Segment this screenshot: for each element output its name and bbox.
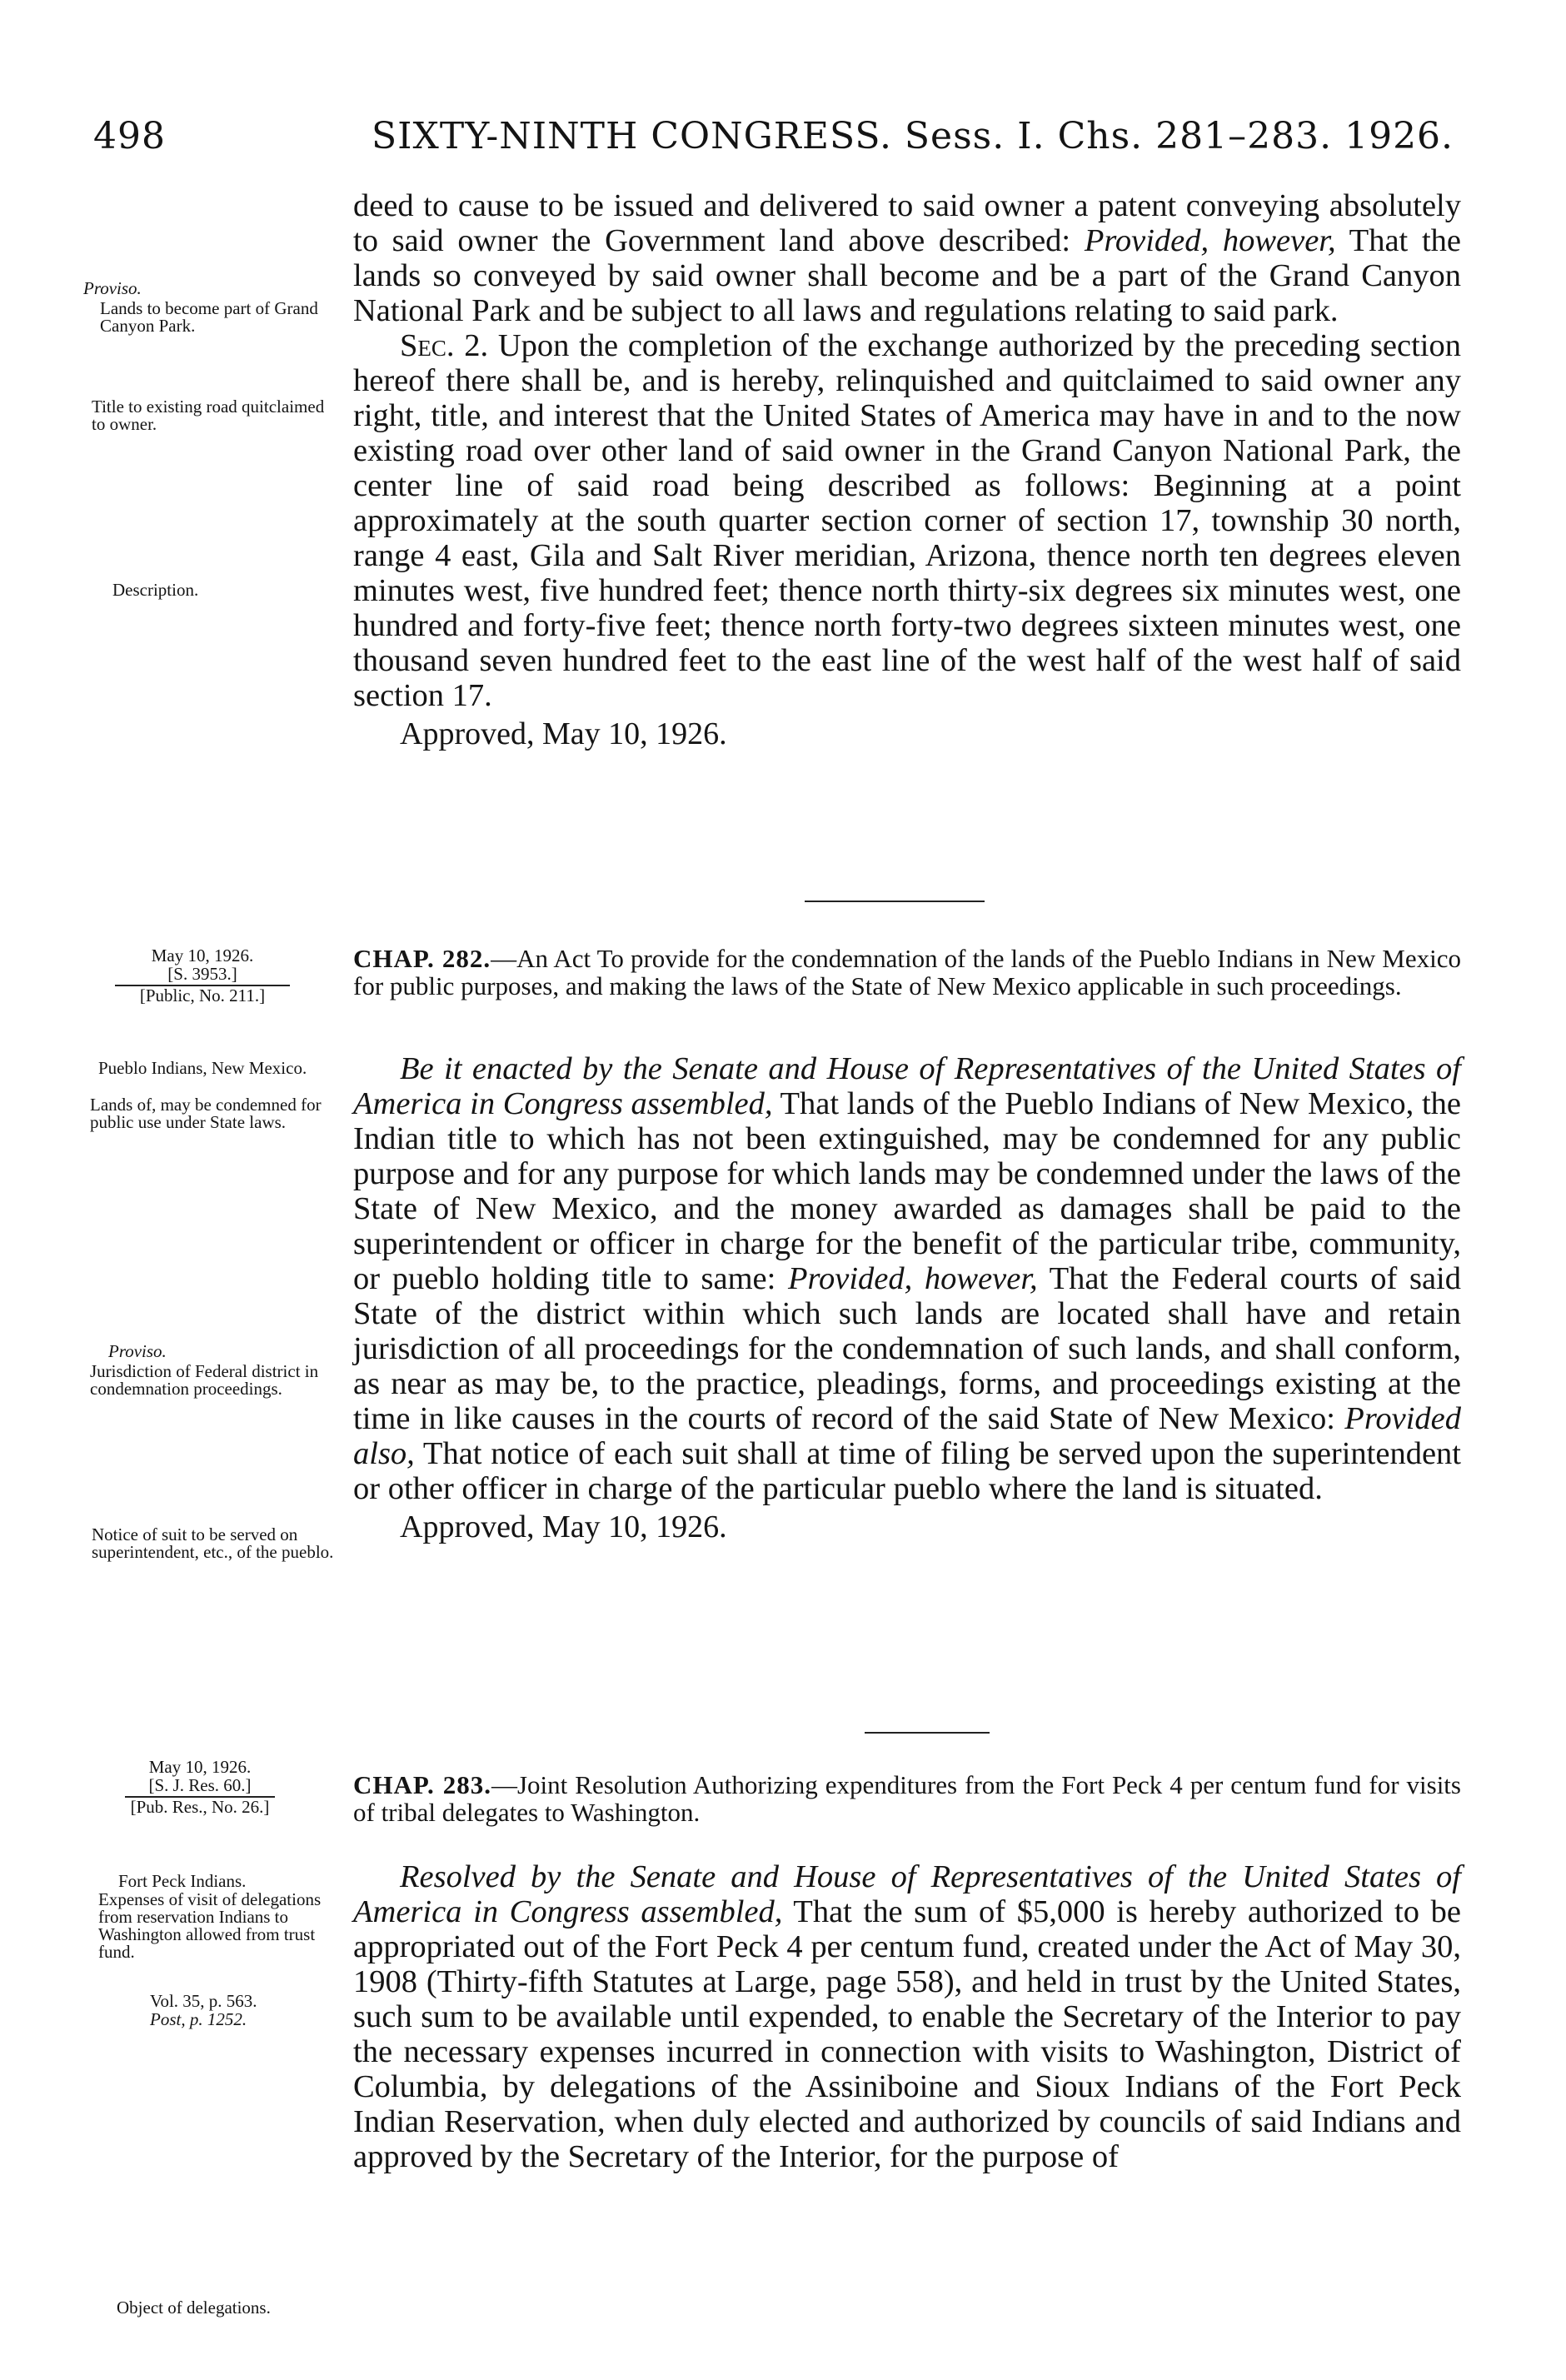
ch282-date: May 10, 1926. <box>151 946 254 965</box>
margin-note-notice: Notice of suit to be served on superintendent, etc., of the pueblo. <box>92 1524 334 1562</box>
margin-note-proviso-281: Proviso. <box>83 278 142 298</box>
margin-note-post: Post, p. 1252. <box>150 2009 247 2029</box>
chapter-281-text <box>353 188 1461 751</box>
running-title: SIXTY-NINTH CONGRESS. Sess. I. Chs. 281–283. 1926. <box>372 115 1454 157</box>
chapter-282-text <box>353 1051 1461 1544</box>
ch281-sec2-text: Upon the completion of the exchange authorized by the preceding section hereof there shall be, and is hereby, relinquished and quitclaimed to said owner any right, title, and interest that the United States of America may have in and to the now existing road over other land of said owner in the Grand Canyon National Park, the center line of said road being described as follows: Beginning at a point approximately at the south quarter section corner of section 17, township 30 north, range 4 east, Gila and Salt River meridian, Arizona, thence north ten degrees eleven minutes west, five hundred feet; thence north thirty-six degrees six minutes west, one hundred and forty-five feet; thence north forty-two degrees sixteen minutes west, one thousand seven hundred feet to the east line of the west half of the west half of said section 17. <box>353 328 1461 713</box>
ch283-resolved: Resolved by the Senate and House of Representatives of the United States of America in Congress assembled, <box>353 1859 1461 1929</box>
ch281-sec2-label: Sec. 2. <box>400 328 489 363</box>
ch282-public: [Public, No. 211.] <box>139 985 266 1005</box>
margin-note-fort-peck: Fort Peck Indians. <box>118 1871 247 1891</box>
ch281-approved: Approved, May 10, 1926. <box>400 716 727 751</box>
section-divider <box>805 901 985 902</box>
margin-note-pueblo: Pueblo Indians, New Mexico. <box>98 1058 307 1078</box>
ch281-text-1: deed to cause to be issued and delivered to said owner a patent conveying absolutely to said owner the Government land above described: <box>353 188 1461 258</box>
ch283-title: —Joint Resolution Authorizing expenditures from the Fort Peck 4 per centum fund for visits of tribal delegates to Washington. <box>353 1770 1461 1827</box>
ch282-text-1: That lands of the Pueblo Indians of New Mexico, the Indian title to which has not been extinguished, may be condemned for any public purpose and for any purpose for which lands may be condemned under the laws of the State of New Mexico, and the money awarded as damages shall be paid to the superintendent or officer in charge for the benefit of the particular tribe, community, or pueblo holding title to same: <box>353 1086 1461 1296</box>
ch283-public: [Pub. Res., No. 26.] <box>130 1797 270 1817</box>
margin-note-vol: Vol. 35, p. 563. <box>150 1991 257 2011</box>
ch283-heading <box>353 1771 1461 1826</box>
ch282-date-block <box>115 946 290 1005</box>
margin-note-description: Description. <box>112 580 199 600</box>
ch282-heading <box>353 945 1461 1000</box>
chapter-283-text <box>353 1859 1461 2174</box>
ch282-approved: Approved, May 10, 1926. <box>400 1509 727 1544</box>
ch282-enacting: Be it enacted by the Senate and House of Representatives of the United States of America in Congress assembled, <box>353 1051 1461 1121</box>
section-divider-2 <box>865 1732 990 1734</box>
ch281-proviso: Provided, however, <box>1084 223 1336 258</box>
ch283-chap-label: CHAP. 283. <box>353 1770 491 1799</box>
margin-note-jurisdiction: Jurisdiction of Federal district in condemnation proceedings. <box>90 1361 319 1399</box>
ch283-text: That the sum of $5,000 is hereby authorized to be appropriated out of the Fort Peck 4 per centum fund, created under the Act of May 30, 1908 (Thirty-fifth Statutes at Large, page 558), and held in trust by the United States, such sum to be available until expended, to enable the Secretary of the Interior to pay the necessary expenses incurred in connection with visits to Washington, District of Columbia, by delegations of the Assiniboine and Sioux Indians of the Fort Peck Indian Reservation, when duly elected and authorized by councils of said Indians and approved by the Secretary of the Interior, for the purpose of <box>353 1894 1461 2174</box>
margin-note-title-road: Title to existing road quitclaimed to owner. <box>92 397 325 434</box>
ch282-text-2: That the Federal courts of said State of the district within which such lands are located shall have and retain jurisdiction of all proceedings for the condemnation of such lands, and shall conform, as near as may be, to the practice, pleadings, forms, and proceedings existing at the time in like causes in the courts of record of the said State of New Mexico: <box>353 1261 1462 1436</box>
margin-note-proviso-282: Proviso. <box>108 1341 167 1361</box>
ch281-text-2: That the lands so conveyed by said owner shall become and be a part of the Grand Canyon National Park and be subject to all laws and regulations relating to said park. <box>353 223 1461 328</box>
ch282-proviso-2: Provided also, <box>353 1401 1461 1471</box>
page-number: 498 <box>93 115 166 157</box>
ch282-text-3: That notice of each suit shall at time of filing be served upon the superintendent or other officer in charge of the particular pueblo where the land is situated. <box>353 1436 1461 1506</box>
margin-note-expenses: Expenses of visit of delegations from reservation Indians to Washington allowed from trust fund. <box>98 1889 322 1962</box>
margin-note-object: Object of delegations. <box>117 2298 271 2318</box>
ch282-chap-label: CHAP. 282. <box>353 944 491 973</box>
ch283-date-block <box>125 1758 275 1816</box>
ch282-bill: [S. 3953.] <box>115 965 290 986</box>
ch282-title: —An Act To provide for the condemnation of the lands of the Pueblo Indians in New Mexico for public purposes, and making the laws of the State of New Mexico applicable in such proceedings. <box>353 944 1461 1000</box>
ch282-proviso-1: Provided, however, <box>787 1261 1038 1296</box>
margin-note-lands-of: Lands of, may be condemned for public use under State laws. <box>90 1095 322 1132</box>
margin-note-lands-part: Lands to become part of Grand Canyon Park. <box>100 298 318 336</box>
ch283-date: May 10, 1926. <box>148 1757 252 1777</box>
ch283-bill: [S. J. Res. 60.] <box>125 1776 275 1798</box>
